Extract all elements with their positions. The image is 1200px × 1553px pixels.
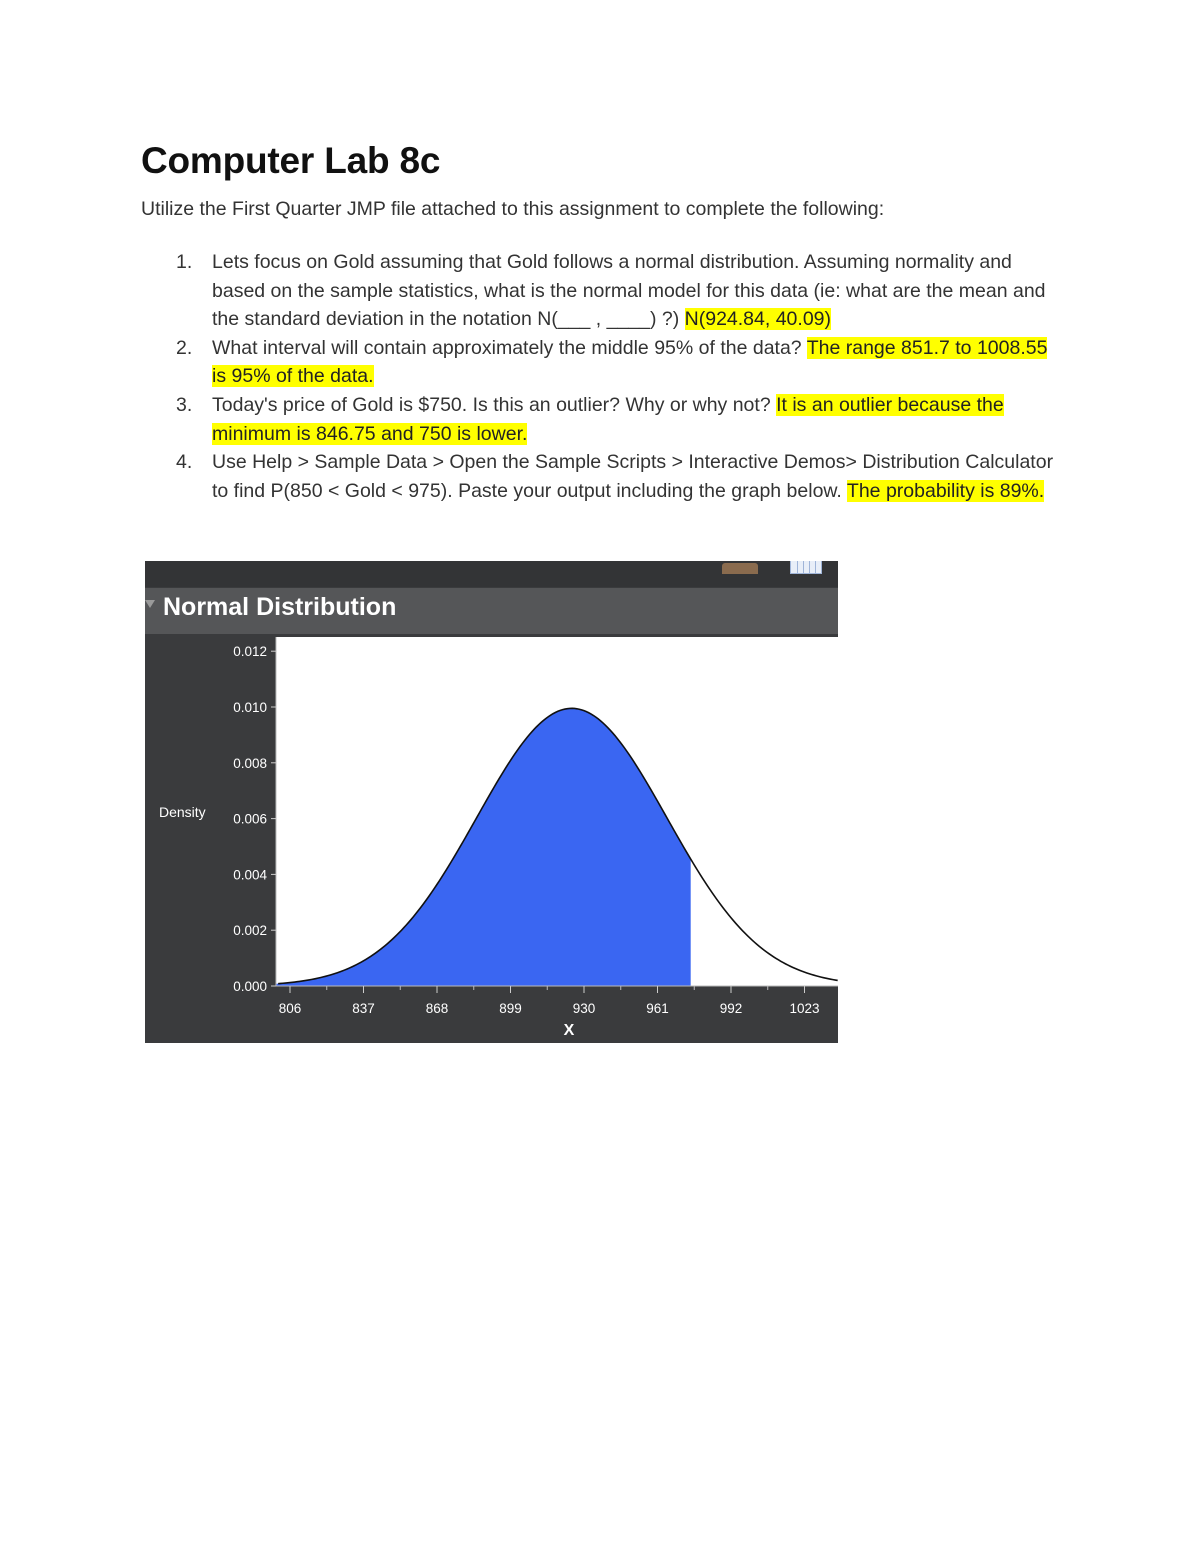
answer-highlight: It is an outlier because the minimum is 846.75 and 750 is lower. — [212, 393, 1004, 445]
question-item-4 — [176, 448, 1066, 505]
x-tick-label: 992 — [719, 1001, 743, 1016]
document-title: Computer Lab 8c — [141, 140, 441, 181]
question-number: 4. — [176, 451, 193, 474]
y-tick-label: 0.010 — [233, 700, 267, 715]
panel-title: Normal Distribution — [163, 593, 397, 621]
question-text: Use Help > Sample Data > Open the Sample Scripts > Interactive Demos> Distribution Calculator to find P(850 < Gold < 975). Paste your output including the graph below. — [212, 451, 1054, 502]
question-number: 1. — [176, 251, 193, 273]
x-tick-label: 930 — [572, 1001, 596, 1016]
y-axis-label: Density — [159, 804, 206, 820]
intro-text: Utilize the First Quarter JMP file attached to this assignment to complete the following: — [141, 198, 885, 220]
jmp-screenshot — [145, 561, 838, 1043]
normal-distribution-chart — [145, 561, 838, 1043]
question-text: Today's price of Gold is $750. Is this an outlier? Why or why not? — [212, 393, 771, 416]
x-axis-label: X — [563, 1022, 575, 1039]
x-tick-label: 806 — [278, 1001, 302, 1016]
x-axis-ticks — [279, 986, 820, 1016]
y-tick-label: 0.004 — [233, 867, 267, 883]
y-tick-label: 0.000 — [233, 979, 267, 994]
x-tick-label: 837 — [352, 1001, 375, 1016]
answer-highlight: N(924.84, 40.09) — [684, 308, 832, 331]
answer-highlight: The probability is 89%. — [846, 479, 1045, 502]
question-number: 3. — [176, 393, 193, 416]
x-tick-label: 899 — [499, 1001, 522, 1016]
question-text: Lets focus on Gold assuming that Gold follows a normal distribution. Assuming normality and based on the sample statistics, what is the normal model for this data (ie: what are the mean and the standard deviation in the notation N(___ , ____) ?) — [212, 251, 1046, 331]
question-item-1 — [176, 248, 1066, 334]
x-tick-label: 868 — [425, 1001, 449, 1016]
question-item-3 — [176, 391, 1066, 448]
question-text: What interval will contain approximately the middle 95% of the data? — [212, 336, 802, 359]
x-tick-label: 961 — [646, 1001, 669, 1016]
answer-highlight: The range 851.7 to 1008.55 is 95% of the data. — [212, 336, 1048, 388]
y-tick-label: 0.012 — [233, 644, 267, 660]
y-tick-label: 0.008 — [233, 755, 267, 771]
x-tick-label: 1023 — [789, 1001, 820, 1016]
question-list — [176, 248, 1066, 505]
y-tick-label: 0.002 — [233, 923, 267, 939]
y-tick-label: 0.006 — [233, 811, 267, 827]
y-axis-ticks — [233, 644, 276, 994]
question-number: 2. — [176, 336, 193, 359]
question-item-2 — [176, 334, 1066, 391]
